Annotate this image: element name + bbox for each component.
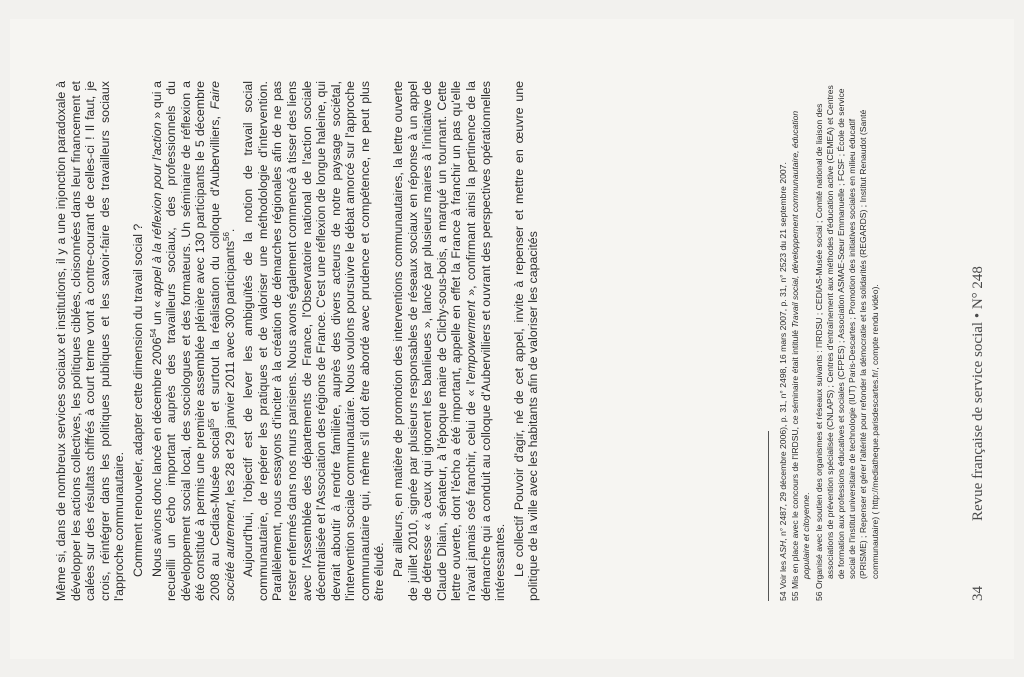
journal-title: Revue française de service social • N° 248	[970, 265, 986, 521]
paragraph: Même si, dans de nombreux services sociaux et institutions, il y a une injonction paradoxale à développer les actions collectives, les politiques ciblées, cloisonnées dans leur financement et calées sur des résultats chiffrés à court terme vont à contre-courant de celles-ci ! Il faut, je crois, réintégrer dans les politiques publiques et les savoir-faire des travailleurs sociaux l'approche communautaire.	[54, 80, 127, 601]
footnote-ref-55: 55	[206, 418, 216, 427]
rotated-page	[10, 19, 1014, 659]
footnote-55: 55 Mis en place avec le concours de l'IRDSU, ce séminaire était intitulé Travail social, développement communautaire, éducation populaire et citoyenne.	[790, 110, 812, 601]
footnote-divider	[768, 431, 769, 601]
paragraph: Comment renouveler, adapter cette dimension du travail social ?	[130, 223, 145, 577]
footnote-ref-54: 54	[148, 328, 158, 338]
paragraph: Par ailleurs, en matière de promotion des interventions communautaires, la lettre ouverte de juillet 2010, signée par plusieurs responsables de réseaux sociaux en réponse à un appel de détresse « à ceux qui ignorent les banlieues », lancé par plusieurs maires à l'initiative de Claude Dilain, sénateur, à l'époque maire de Clichy-sous-bois, a marqué un tournant. Cette lettre ouverte, dont l'écho a été important, appelle en effet la France à franchir un pas qu'elle n'avait jamais osé franchir, celui de « l'empowerment », confirmant ainsi la pertinence de la démarche qui a conduit au colloque d'Aubervilliers et ouvrant des perspectives opérationnelles intéressantes.	[391, 80, 508, 601]
italic-phrase: empowerment	[464, 300, 479, 379]
page-number: 34	[970, 585, 986, 601]
footnotes	[778, 81, 882, 601]
body-text	[54, 81, 545, 601]
italic-phrase: appel à la réflexion pour l'action	[149, 121, 164, 297]
page-footer	[970, 81, 994, 601]
footnote-56: 56 Organisé avec le soutien des organismes et réseaux suivants : l'IRDSU ; CEDIAS-Musée social ; Comité national de liaison des associations de prévention spécialisée (CNLAPS) ; Centres d'entraînement aux méthodes d'éducation active (CEMEA) et Centres de formation aux professions éducatives et sociales (CFPES) ; Association ASMAE-Sœur Emmanuelle ; FCSF ; École de service social de l'institut universitaire de technologie (IUT) Paris-Descartes ; Promotion des initiatives sociales en milieu éducatif (PRISME) ; Repenser et gérer l'altérité pour refonder la démocratie et les solidarités (REGARDS) ; Institut Renaudot (Santé communautaire) ( http://mediatheque.parisdescartes.fr/, compte rendu vidéo).	[813, 84, 880, 601]
paragraph: Aujourd'hui, l'objectif est de lever les ambiguïtés de la notion de travail social communautaire, de repérer les pratiques et de valoriser une méthodologie d'intervention. Parallèlement, nous essayons d'inciter à la création de démarches régionales afin de ne pas rester enfermés dans nos murs parisiens. Nous avons également commencé à tisser des liens avec l'Assemblée des départements de France, l'Observatoire national de l'action sociale décentralisée et l'Association des régions de France. C'est une réflexion de longue haleine, qui devrait aboutir à rendre familière, auprès des divers acteurs de notre paysage sociétal, l'intervention sociale communautaire. Nous voulons poursuivre le débat amorcé sur l'approche communautaire qui, même s'il doit être abordé avec prudence et compétence, ne peut plus être éludé.	[241, 80, 387, 601]
footnote-54: 54 Voir les ASH, n° 2487, 29 décembre 2006), p. 31, n° 2498, 16 mars 2007, p. 31, n° 2523 du 21 septembre 2007.	[778, 161, 788, 601]
footnote-ref-56: 56	[221, 231, 231, 241]
paragraph: Nous avions donc lancé en décembre 2006$^{54}$ un « appel à la réflexion pour l'action » qui a recueilli un écho important auprès des travailleurs sociaux, des professionnels du développement social local, des sociologues et des formateurs. Un séminaire de réflexion a été constitué à permis une première assemblée plénière avec 130 participants le 5 décembre 2008 au Cedias-Musée social$^{55}$ et surtout la réalisation du colloque d'Aubervilliers, Faire société autrement, les 28 et 29 janvier 2011 avec 300 participants$^{56}$.	[148, 80, 237, 601]
italic-phrase: Faire société autrement	[207, 80, 237, 601]
paragraph: Le collectif Pouvoir d'agir, né de cet appel, invite à repenser et mettre en œuvre une politique de la ville avec les habitants afin de valoriser les capacités	[511, 80, 541, 601]
